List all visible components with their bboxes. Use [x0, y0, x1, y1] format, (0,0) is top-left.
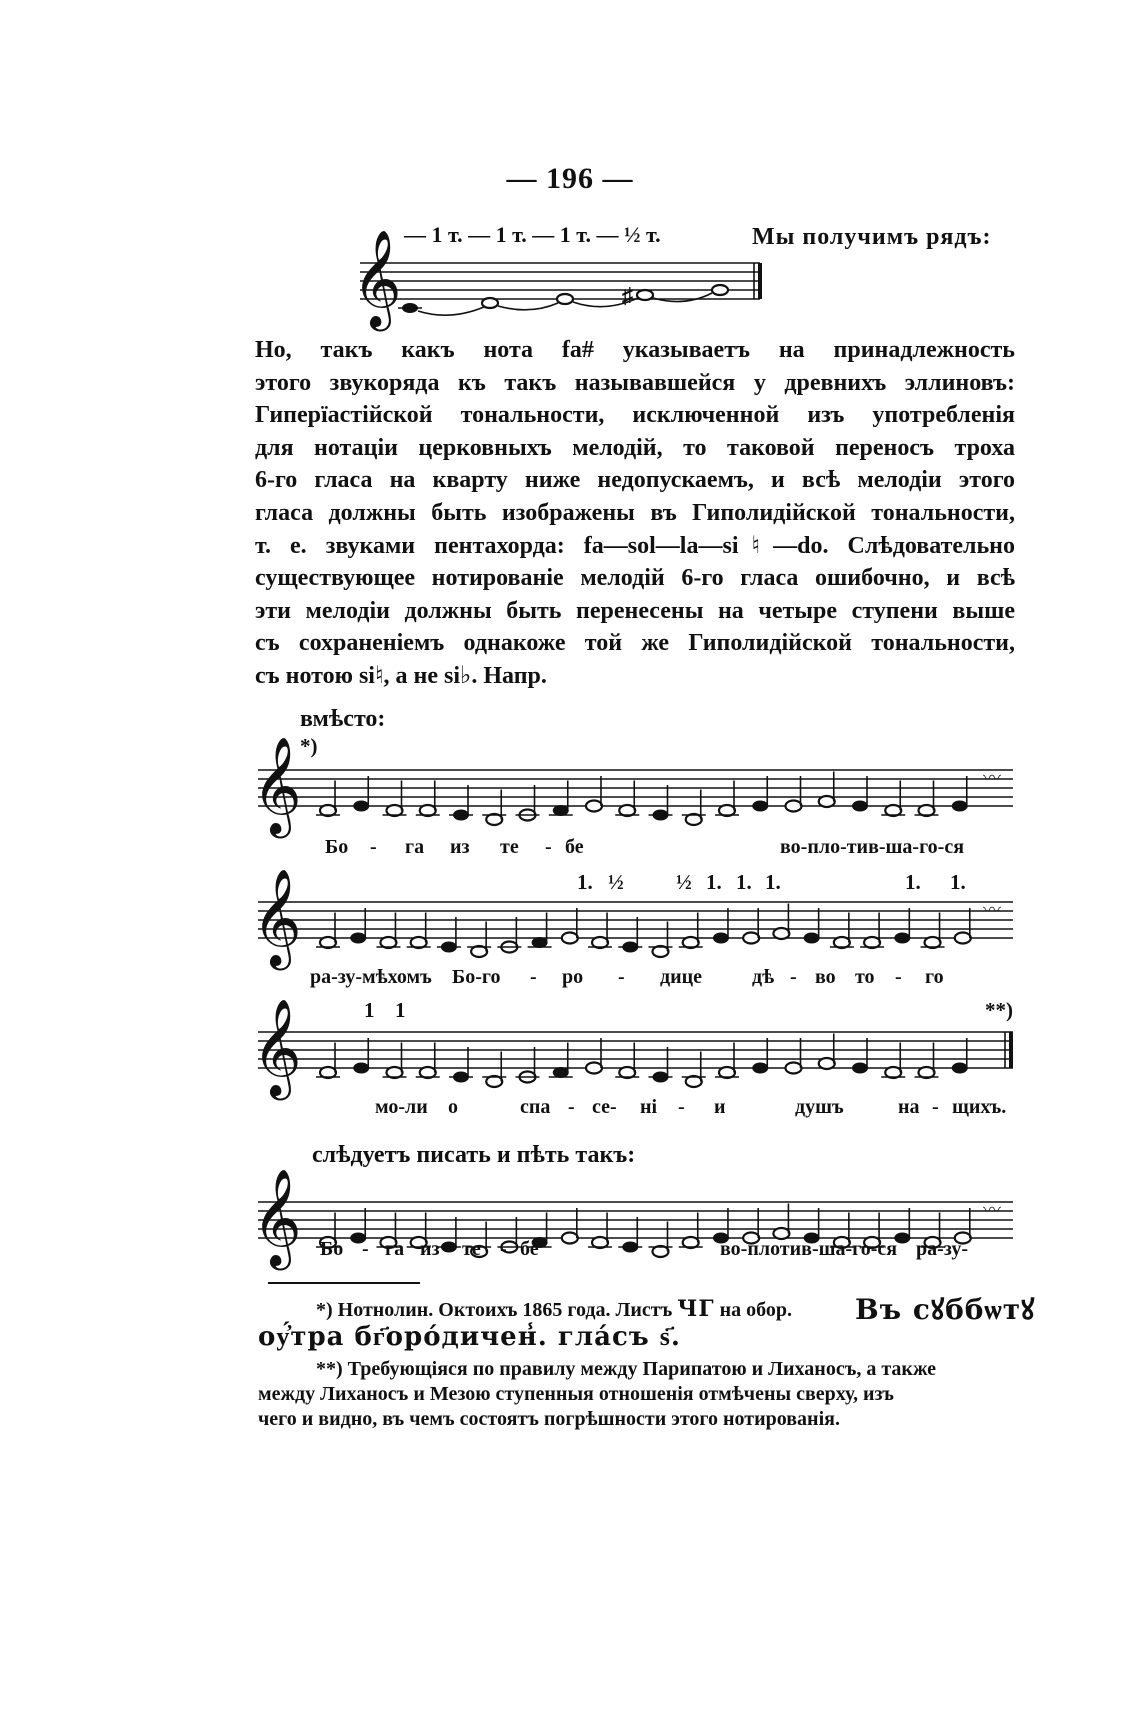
lyric-syllable: ра-зу-	[916, 1238, 969, 1260]
lyric-syllable: и	[714, 1096, 726, 1118]
lyric-syllable: -	[895, 966, 902, 988]
lyric-syllable: во-пло-тив-ша-го-ся	[780, 836, 965, 858]
treble-clef-icon: 𝄞	[352, 229, 402, 327]
note	[350, 933, 366, 944]
interval-mark: 1.	[706, 870, 722, 894]
note	[353, 1063, 369, 1074]
sharp-icon: ♯	[622, 283, 633, 308]
interval-mark: 1.	[950, 870, 966, 894]
footnote-mark: **)	[985, 998, 1013, 1022]
note	[752, 1063, 768, 1074]
lyric-syllable: га	[405, 836, 425, 858]
lyric-syllable: то	[855, 966, 875, 988]
lyric-syllable: -	[932, 1096, 939, 1118]
lyric-syllable: -	[790, 966, 797, 988]
note	[743, 933, 759, 944]
paragraph-line: Гиперїастійской тональности, исключенной изъ употребленія	[255, 402, 1015, 429]
lyric-syllable: дице	[660, 966, 703, 988]
paragraph-line: 6-го гласа на кварту ниже недопускаемъ, и всѣ мелодіи этого	[255, 467, 1015, 494]
footnote-1-slavonic-line: оу҆́тра бг҃оро́дичен̾. гла́съ ѕ҃.	[258, 1322, 681, 1352]
lyric-syllable: -	[370, 836, 377, 858]
footnote-1-text: *) Нотнолин. Октоихъ 1865 года. Листъ	[316, 1299, 673, 1321]
lyric-syllable: мо-ли	[375, 1096, 428, 1118]
lyric-syllable: о	[448, 1096, 458, 1118]
lyric-syllable: душъ	[795, 1096, 844, 1118]
paragraph-line: существующее нотированіе мелодій 6-го гласа ошибочно, и всѣ	[255, 565, 1015, 592]
footnote-1	[316, 1296, 792, 1322]
treble-clef-icon: 𝄞	[252, 998, 302, 1096]
note	[819, 796, 835, 807]
scale-result-text: Мы получимъ рядъ:	[752, 224, 992, 250]
note	[819, 1058, 835, 1069]
paragraph-line: эти мелодіи должны быть перенесены на четыре ступени выше	[255, 597, 1015, 624]
lyric-syllable: те	[462, 1238, 481, 1260]
note	[637, 290, 653, 300]
lyric-syllable: из	[420, 1238, 440, 1260]
lyric-syllable: га	[385, 1238, 405, 1260]
lyric-syllable: Бо	[325, 836, 349, 858]
lyric-syllable: ро	[562, 966, 584, 988]
lyric-syllable: го	[925, 966, 944, 988]
scale-intervals: — 1 т. — 1 т. — 1 т. — ½ т.	[404, 222, 661, 247]
note	[952, 1063, 968, 1074]
interval-mark: ½	[608, 870, 624, 894]
lyric-syllable: из	[450, 836, 470, 858]
lyric-syllable: се-	[592, 1096, 617, 1118]
note	[713, 933, 729, 944]
interval-mark: 1.	[736, 870, 752, 894]
example1-label: вмѣсто:	[300, 706, 386, 732]
custos-icon: 〰	[983, 768, 1001, 788]
note	[786, 1063, 802, 1074]
paragraph-line: т. е. звуками пентахорда: fa—sol—la—si♮—do. Слѣдовательно	[255, 532, 1015, 559]
interval-mark: ½	[676, 870, 692, 894]
note	[586, 1063, 602, 1074]
note	[804, 933, 820, 944]
lyric-syllable: -	[500, 1238, 507, 1260]
footnote-2-line: между Лиханосъ и Мезою ступенныя отношенія отмѣчены сверху, изъ	[258, 1383, 894, 1405]
note	[894, 933, 910, 944]
note	[752, 801, 768, 812]
note	[586, 801, 602, 812]
note	[562, 933, 578, 944]
music-staff-system-4	[252, 1168, 1018, 1268]
lyric-syllable: во-плотив-ша-го-ся	[720, 1238, 898, 1260]
note	[353, 801, 369, 812]
lyric-syllable: щихъ.	[952, 1096, 1007, 1118]
note	[852, 801, 868, 812]
paragraph-line: съ нотою si♮, а не si♭. Напр.	[255, 662, 547, 689]
footnote-1-folio: ЧГ	[677, 1296, 715, 1322]
lyric-syllable: бе	[565, 836, 584, 858]
footnote-1-slavonic-title: Въ сꙋббѡтꙋ	[855, 1293, 1036, 1326]
footnote-2-line: **) Требующіяся по правилу между Парипатою и Лиханосъ, а также	[316, 1358, 937, 1380]
paragraph-line: гласа должны быть изображены въ Гиполидійской тональности,	[255, 499, 1015, 526]
interval-mark: 1.	[577, 870, 593, 894]
paragraph-line: для нотаціи церковныхъ мелодій, то таковой переносъ троха	[255, 434, 1015, 461]
example2-label: слѣдуетъ писать и пѣть такъ:	[312, 1142, 636, 1168]
interval-mark: 1	[364, 998, 375, 1022]
music-staff-system-3	[252, 998, 1018, 1098]
lyric-syllable: -	[530, 966, 537, 988]
lyric-syllable: те	[500, 836, 519, 858]
body-paragraph	[255, 334, 1015, 693]
paragraph-line: этого звукоряда къ такъ называвшейся у древнихъ эллиновъ:	[255, 369, 1015, 396]
note	[952, 801, 968, 812]
lyric-syllable: -	[362, 1238, 369, 1260]
note	[786, 801, 802, 812]
lyric-syllable: -	[618, 966, 625, 988]
interval-mark: 1.	[765, 870, 781, 894]
lyric-syllable: ра-зу-мѣхомъ	[310, 966, 432, 988]
note	[955, 933, 971, 944]
interval-mark: 1.	[905, 870, 921, 894]
music-staff-system-1	[252, 736, 1018, 836]
paragraph-line: Но, такъ какъ нота fa# указываетъ на принадлежность	[255, 337, 1015, 363]
page-number: — 196 —	[506, 162, 634, 195]
lyric-syllable: спа	[520, 1096, 551, 1118]
paragraph-line: съ сохраненіемъ однакоже той же Гиполидійской тональности,	[255, 630, 1015, 657]
custos-icon: 〰	[983, 900, 1001, 920]
footnote-2-line: чего и видно, въ чемъ состоятъ погрѣшности этого нотированія.	[258, 1408, 840, 1430]
lyric-syllable: во	[815, 966, 836, 988]
treble-clef-icon: 𝄞	[252, 1168, 302, 1266]
custos-icon: 〰	[983, 1200, 1001, 1220]
lyric-syllable: на	[898, 1096, 920, 1118]
note	[482, 298, 498, 308]
treble-clef-icon: 𝄞	[252, 736, 302, 834]
lyric-syllable: -	[545, 836, 552, 858]
footnote-1-suffix: на обор.	[719, 1299, 792, 1321]
footnote-divider	[268, 1282, 420, 1284]
note	[562, 1233, 578, 1244]
lyric-syllable: Бо-го	[452, 966, 501, 988]
lyric-syllable: -	[678, 1096, 685, 1118]
footnote-mark: *)	[300, 734, 318, 758]
note	[773, 928, 789, 939]
note	[712, 285, 728, 295]
lyric-syllable: -	[568, 1096, 575, 1118]
lyric-syllable: ні	[640, 1096, 658, 1118]
note	[852, 1063, 868, 1074]
lyric-syllable: бе	[520, 1238, 539, 1260]
interval-mark: 1	[395, 998, 406, 1022]
lyric-syllable: Бо	[320, 1238, 344, 1260]
note	[557, 294, 573, 304]
treble-clef-icon: 𝄞	[252, 868, 302, 966]
lyric-syllable: дѣ	[752, 966, 775, 988]
